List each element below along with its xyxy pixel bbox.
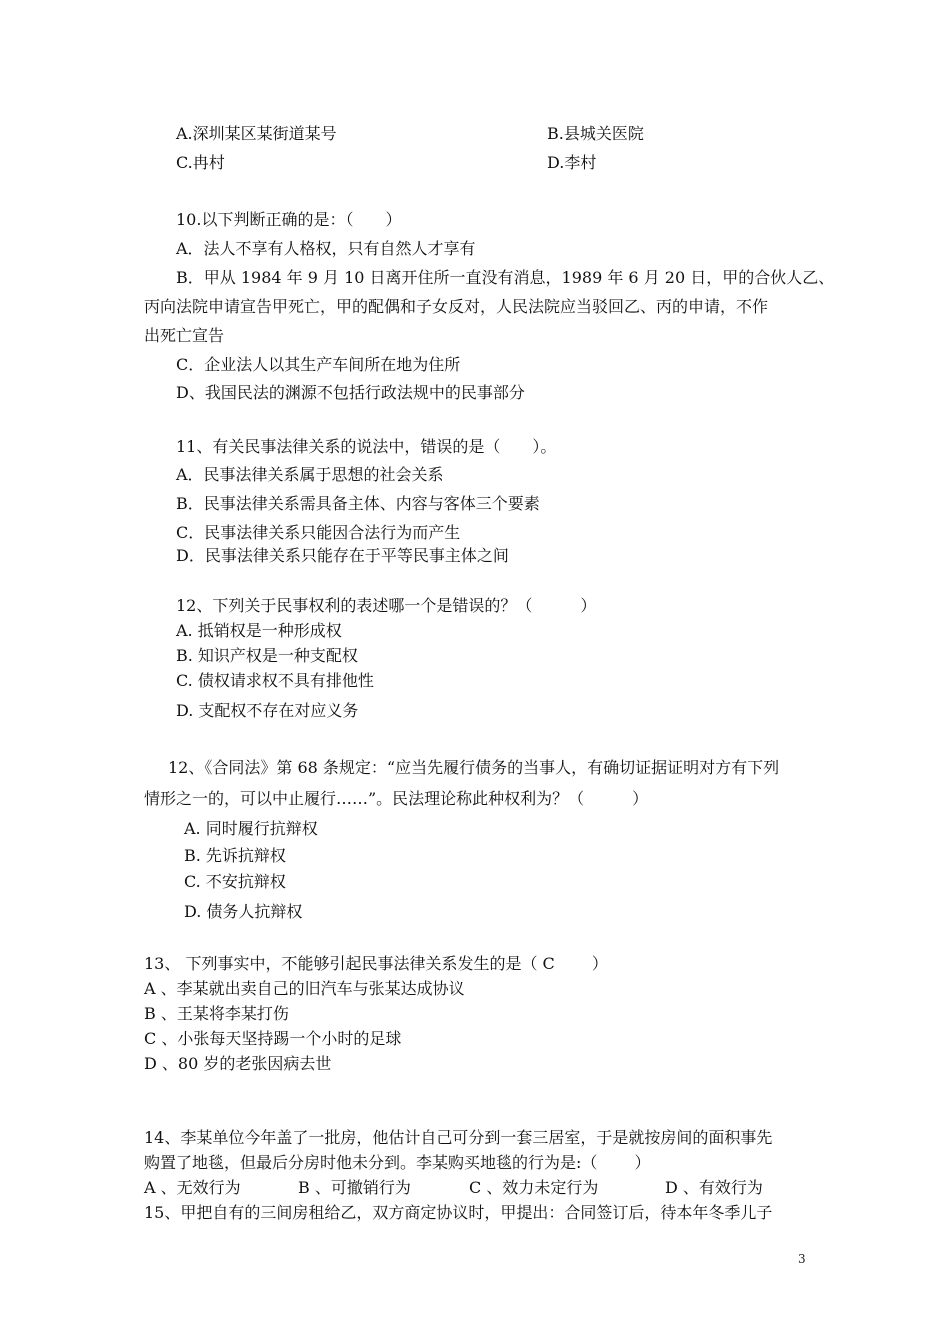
q12a-option-b: B. 知识产权是一种支配权 [176, 646, 358, 665]
q12a-option-c: C. 债权请求权不具有排他性 [176, 671, 374, 690]
q13-option-c: C 、小张每天坚持踢一个小时的足球 [144, 1029, 402, 1048]
q10-option-b-line3: 出死亡宣告 [144, 326, 225, 345]
q12b-option-b: B. 先诉抗辩权 [184, 846, 286, 865]
q14-option-b: B 、可撤销行为 [298, 1178, 411, 1197]
q13-option-b: B 、王某将李某打伤 [144, 1004, 289, 1023]
q10-option-b-line2: 丙向法院申请宣告甲死亡，甲的配偶和子女反对，人民法院应当驳回乙、丙的申请，不作 [144, 297, 769, 316]
q14-option-a: A 、无效行为 [144, 1178, 241, 1197]
q11-stem: 11、有关民事法律关系的说法中，错误的是（ ）。 [176, 437, 557, 456]
q11-option-a: A．民事法律关系属于思想的社会关系 [176, 465, 444, 484]
q12a-option-d: D. 支配权不存在对应义务 [176, 701, 359, 720]
q10-option-d: D、我国民法的渊源不包括行政法规中的民事部分 [176, 383, 525, 402]
q12b-option-d: D. 债务人抗辩权 [184, 902, 303, 921]
q11-option-b: B．民事法律关系需具备主体、内容与客体三个要素 [176, 494, 540, 513]
q15-stem-line1: 15、甲把自有的三间房租给乙，双方商定协议时，甲提出：合同签订后，待本年冬季儿子 [144, 1203, 773, 1222]
q11-option-d: D．民事法律关系只能存在于平等民事主体之间 [176, 546, 509, 565]
q13-stem: 13、 下列事实中，不能够引起民事法律关系发生的是（ C ） [144, 954, 608, 973]
q10-stem: 10.以下判断正确的是：（ ） [176, 210, 402, 229]
q13-option-a: A 、李某就出卖自己的旧汽车与张某达成协议 [144, 979, 465, 998]
q14-option-c: C 、效力未定行为 [469, 1178, 599, 1197]
q9-option-d: D.李村 [547, 153, 597, 172]
q14-stem-line1: 14、李某单位今年盖了一批房，他估计自己可分到一套三居室，于是就按房间的面积事先 [144, 1128, 773, 1147]
page-number: 3 [798, 1252, 806, 1266]
q12b-stem-line2: 情形之一的，可以中止履行……”。民法理论称此种权利为？（ ） [144, 789, 649, 808]
q14-option-d: D 、有效行为 [665, 1178, 763, 1197]
q14-stem-line2: 购置了地毯，但最后分房时他未分到。李某购买地毯的行为是:（ ） [144, 1153, 651, 1172]
q13-option-d: D 、80 岁的老张因病去世 [144, 1054, 332, 1073]
q12b-option-c: C. 不安抗辩权 [184, 872, 286, 891]
q9-option-c: C.冉村 [176, 153, 225, 172]
q12a-option-a: A. 抵销权是一种形成权 [176, 621, 342, 640]
q12b-option-a: A. 同时履行抗辩权 [184, 819, 318, 838]
q9-option-b: B.县城关医院 [547, 124, 644, 143]
q11-option-c: C．民事法律关系只能因合法行为而产生 [176, 523, 461, 542]
q10-option-b-line1: B．甲从 1984 年 9 月 10 日离开住所一直没有消息，1989 年 6 月 20 日，甲的合伙人乙、 [176, 268, 835, 287]
q12a-stem: 12、下列关于民事权利的表述哪一个是错误的？（ ） [176, 596, 597, 615]
q10-option-c: C．企业法人以其生产车间所在地为住所 [176, 355, 461, 374]
q10-option-a: A．法人不享有人格权，只有自然人才享有 [176, 239, 476, 258]
q12b-stem-line1: 12、《合同法》第 68 条规定：“应当先履行债务的当事人，有确切证据证明对方有下列 [168, 758, 780, 777]
q9-option-a: A.深圳某区某街道某号 [176, 124, 337, 143]
